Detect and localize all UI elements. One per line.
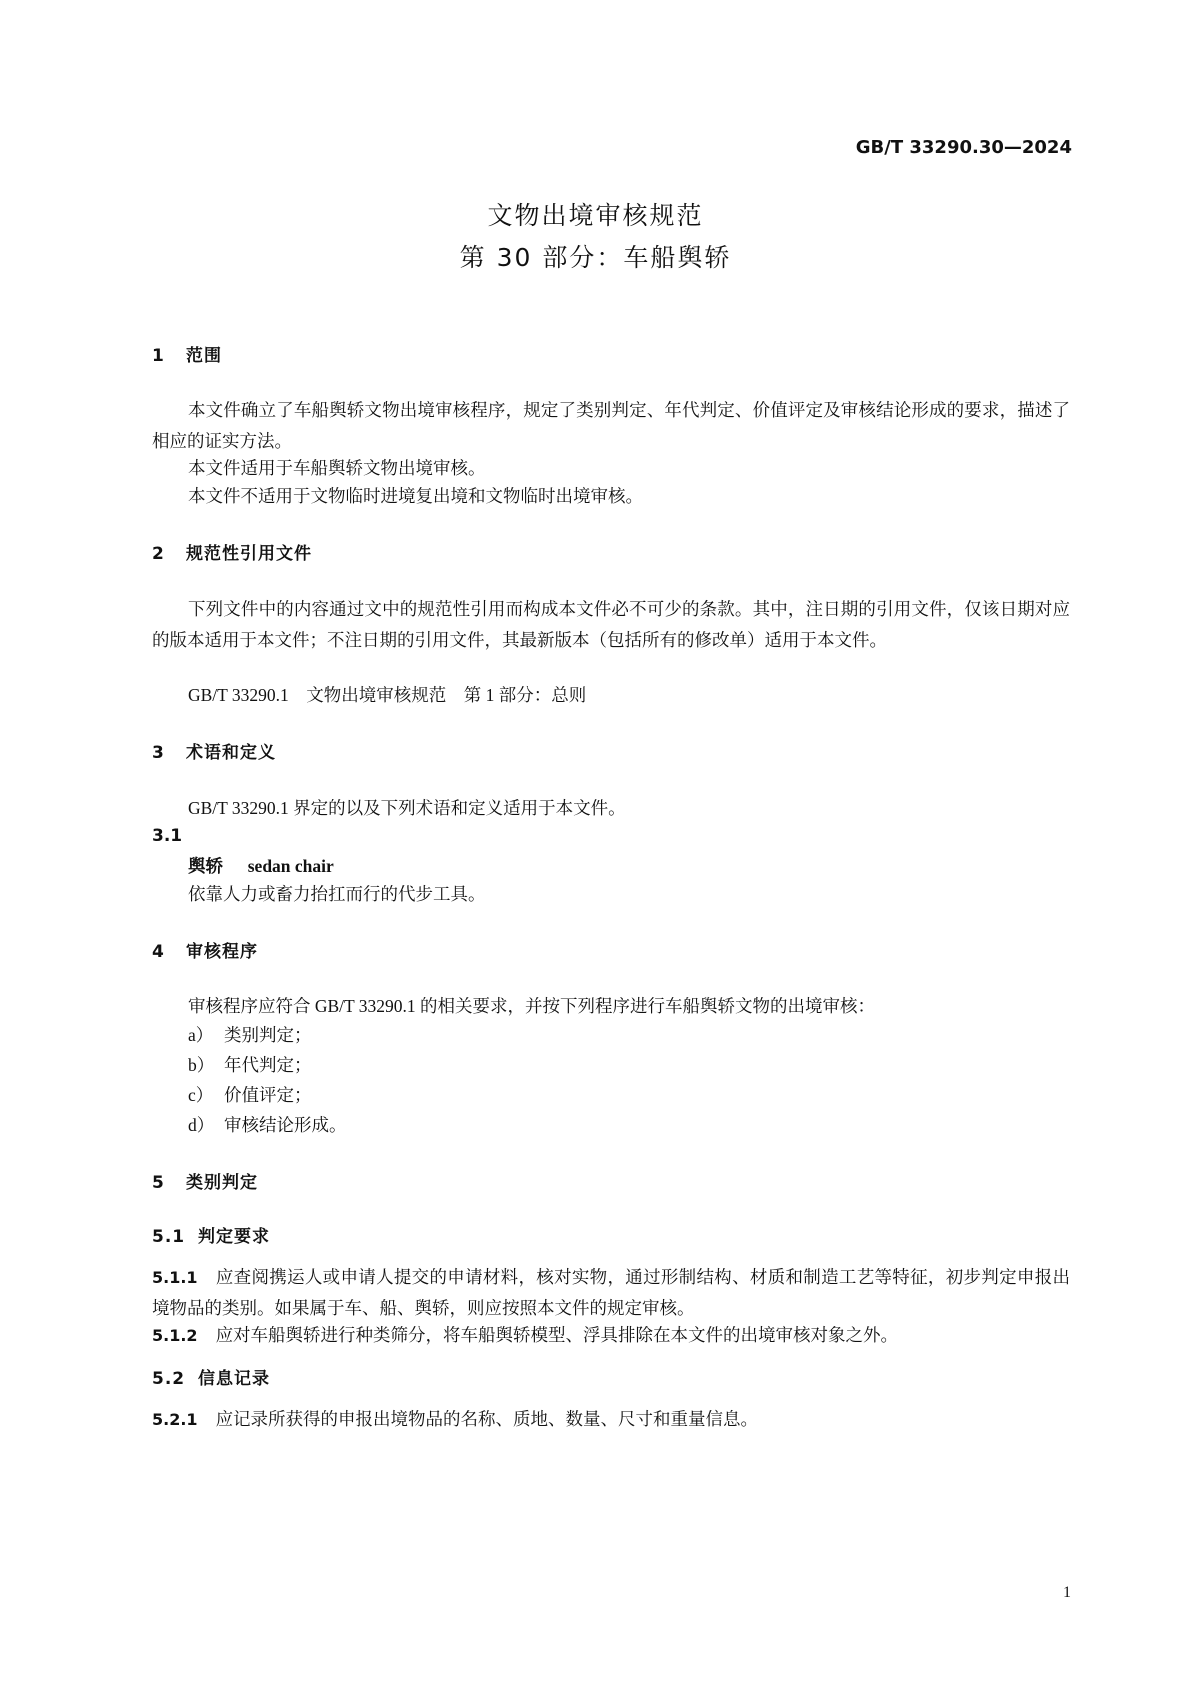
section-title: 审核程序 (186, 942, 258, 962)
section-title: 规范性引用文件 (186, 544, 312, 564)
procedure-paragraph: 审核程序应符合 GB/T 33290.1 的相关要求，并按下列程序进行车船舆轿文物的出境审核： (188, 996, 876, 1016)
section-number: 5 (152, 1173, 165, 1193)
section-title: 类别判定 (186, 1173, 258, 1193)
term-number: 3.1 (152, 826, 183, 846)
subsection-number: 5.2 (152, 1369, 186, 1389)
section-4-heading (152, 937, 258, 962)
section-number: 1 (152, 346, 165, 366)
section-2-heading (152, 539, 312, 564)
clause-number: 5.2.1 (152, 1410, 198, 1429)
subsection-title: 判定要求 (198, 1227, 270, 1247)
normative-reference-item: GB/T 33290.1 文物出境审核规范 第 1 部分：总则 (188, 685, 587, 705)
section-number: 4 (152, 942, 165, 962)
section-number: 3 (152, 743, 165, 763)
document-title: 文物出境审核规范 (487, 201, 704, 230)
scope-paragraph: 本文件确立了车船舆轿文物出境审核程序，规定了类别判定、年代判定、价值评定及审核结论形成的要求，描述了相应的证实方法。 (152, 400, 1070, 451)
scope-applicability: 本文件适用于车船舆轿文物出境审核。 (188, 458, 486, 478)
subsection-title: 信息记录 (198, 1369, 270, 1389)
clause-text: 应记录所获得的申报出境物品的名称、质地、数量、尺寸和重量信息。 (215, 1409, 759, 1429)
clause-5-1-2 (152, 1320, 1070, 1351)
scope-exclusion: 本文件不适用于文物临时进境复出境和文物临时出境审核。 (188, 486, 643, 506)
list-item-text: 年代判定； (224, 1055, 312, 1075)
section-number: 2 (152, 544, 165, 564)
clause-text: 应查阅携运人或申请人提交的申请材料，核对实物，通过形制结构、材质和制造工艺等特征，初步判定申报出境物品的类别。如果属于车、船、舆轿，则应按照本文件的规定审核。 (152, 1267, 1070, 1318)
document-subtitle: 第 30 部分：车船舆轿 (459, 243, 732, 272)
term-entry (188, 853, 334, 878)
clause-5-1-1 (152, 1262, 1070, 1324)
list-item-label: a） (188, 1025, 214, 1045)
normative-references-paragraph: 下列文件中的内容通过文中的规范性引用而构成本文件必不可少的条款。其中，注日期的引用文件，仅该日期对应的版本适用于本文件；不注日期的引用文件，其最新版本（包括所有的修改单）适用于本文件。 (152, 599, 1070, 650)
list-item-text: 价值评定； (224, 1085, 312, 1105)
section-5-heading (152, 1168, 258, 1193)
clause-number: 5.1.1 (152, 1268, 198, 1287)
list-item-label: b） (188, 1055, 215, 1075)
list-item (188, 1112, 347, 1137)
clause-5-2-1 (152, 1404, 1070, 1435)
term-chinese: 舆轿 (188, 856, 223, 876)
list-item (188, 1082, 312, 1107)
section-title: 范围 (186, 346, 222, 366)
terms-intro-paragraph: GB/T 33290.1 界定的以及下列术语和定义适用于本文件。 (188, 798, 626, 818)
list-item-label: d） (188, 1115, 215, 1135)
list-item (188, 1052, 312, 1077)
list-item-label: c） (188, 1085, 214, 1105)
section-1-heading (152, 341, 222, 366)
term-definition: 依靠人力或畜力抬扛而行的代步工具。 (188, 884, 486, 904)
clause-text: 应对车船舆轿进行种类筛分，将车船舆轿模型、浮具排除在本文件的出境审核对象之外。 (215, 1325, 899, 1345)
section-title: 术语和定义 (186, 743, 276, 763)
clause-number: 5.1.2 (152, 1326, 198, 1345)
term-english: sedan chair (247, 856, 334, 876)
list-item (188, 1022, 312, 1047)
page-number: 1 (1063, 1584, 1071, 1601)
subsection-5-1-heading (152, 1222, 270, 1247)
section-3-heading (152, 738, 276, 763)
list-item-text: 审核结论形成。 (224, 1115, 347, 1135)
subsection-5-2-heading (152, 1364, 270, 1389)
standard-code: GB/T 33290.30—2024 (855, 137, 1072, 158)
subsection-number: 5.1 (152, 1227, 186, 1247)
list-item-text: 类别判定； (224, 1025, 312, 1045)
